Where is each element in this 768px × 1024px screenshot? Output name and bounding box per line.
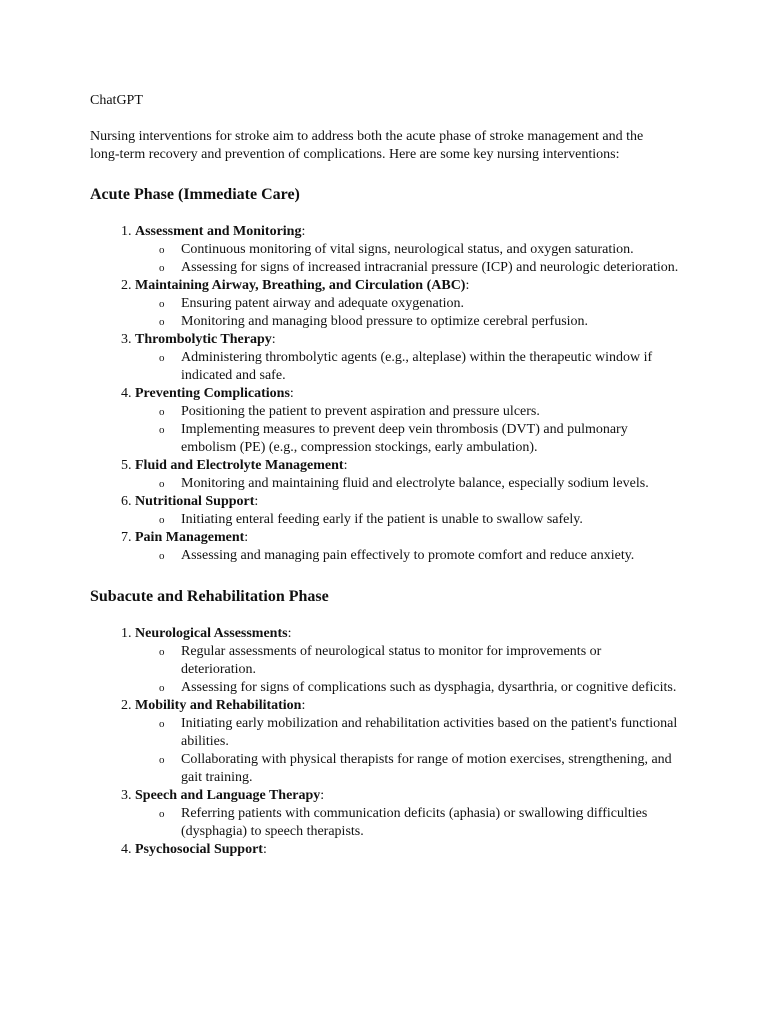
sub-point-list — [135, 295, 680, 331]
hollow-bullet-icon: o — [159, 682, 165, 694]
hollow-bullet-icon: o — [159, 298, 165, 310]
sub-point-list — [135, 547, 680, 565]
sub-point-text: Ensuring patent airway and adequate oxygenation. — [181, 296, 465, 311]
hollow-bullet-icon: o — [159, 352, 165, 364]
sub-point — [159, 349, 679, 385]
hollow-bullet-icon: o — [159, 406, 165, 418]
sub-point-text: Assessing for signs of increased intracranial pressure (ICP) and neurologic deterioration. — [181, 260, 679, 275]
title-colon: : — [301, 698, 306, 713]
hollow-bullet-icon: o — [159, 718, 165, 730]
title-colon: : — [289, 386, 294, 401]
sub-point-text: Referring patients with communication deficits (aphasia) or swallowing difficulties (dysphagia) to speech therapists. — [181, 806, 648, 839]
intervention-item — [135, 697, 680, 787]
section-heading: Subacute and Rehabilitation Phase — [90, 588, 329, 605]
sub-point-text: Administering thrombolytic agents (e.g., alteplase) within the therapeutic window if indicated and safe. — [181, 350, 653, 383]
sub-point — [159, 547, 679, 565]
intervention-title: Mobility and Rehabilitation — [135, 698, 302, 713]
sub-point — [159, 715, 679, 751]
sub-point — [159, 643, 679, 679]
sub-point-list — [135, 805, 680, 841]
sub-point — [159, 313, 679, 331]
hollow-bullet-icon: o — [159, 316, 165, 328]
sub-point — [159, 511, 679, 529]
intervention-item — [135, 457, 680, 493]
intervention-title: Psychosocial Support — [135, 842, 263, 857]
sub-point — [159, 805, 679, 841]
sub-point — [159, 679, 679, 697]
intervention-title: Assessment and Monitoring — [135, 224, 302, 239]
sub-point-text: Monitoring and managing blood pressure to optimize cerebral perfusion. — [181, 314, 589, 329]
hollow-bullet-icon: o — [159, 514, 165, 526]
intervention-list — [90, 223, 680, 565]
intro-paragraph: Nursing interventions for stroke aim to address both the acute phase of stroke management and the long-term recovery and prevention of complications. Here are some key nursing interventions: — [90, 129, 644, 162]
hollow-bullet-icon: o — [159, 478, 165, 490]
title-colon: : — [262, 842, 267, 857]
intervention-item — [135, 625, 680, 697]
title-colon: : — [343, 458, 348, 473]
sub-point-text: Assessing and managing pain effectively to promote comfort and reduce anxiety. — [181, 548, 635, 563]
title-colon: : — [465, 278, 470, 293]
sub-point — [159, 295, 679, 313]
sub-point-list — [135, 349, 680, 385]
title-colon: : — [287, 626, 292, 641]
sub-point — [159, 259, 679, 277]
sub-point-list — [135, 511, 680, 529]
sub-point — [159, 403, 679, 421]
hollow-bullet-icon: o — [159, 244, 165, 256]
title-colon: : — [320, 788, 325, 803]
sub-point-text: Continuous monitoring of vital signs, neurological status, and oxygen saturation. — [181, 242, 634, 257]
sub-point — [159, 421, 679, 457]
sub-point-text: Initiating enteral feeding early if the patient is unable to swallow safely. — [181, 512, 583, 527]
sub-point-list — [135, 643, 680, 697]
intervention-title: Maintaining Airway, Breathing, and Circulation (ABC) — [135, 278, 466, 293]
sub-point — [159, 241, 679, 259]
intervention-item — [135, 841, 680, 859]
sub-point-text: Implementing measures to prevent deep vein thrombosis (DVT) and pulmonary embolism (PE) (e.g., compression stockings, early ambulation). — [181, 422, 628, 455]
intervention-title: Speech and Language Therapy — [135, 788, 321, 803]
intervention-title: Thrombolytic Therapy — [135, 332, 272, 347]
hollow-bullet-icon: o — [159, 754, 165, 766]
sub-point-text: Monitoring and maintaining fluid and electrolyte balance, especially sodium levels. — [181, 476, 649, 491]
sub-point-text: Regular assessments of neurological status to monitor for improvements or deterioration. — [181, 644, 602, 677]
sub-point-text: Initiating early mobilization and rehabilitation activities based on the patient's functional abilities. — [181, 716, 678, 749]
intervention-title: Neurological Assessments — [135, 626, 288, 641]
title-colon: : — [271, 332, 276, 347]
intervention-item — [135, 385, 680, 457]
hollow-bullet-icon: o — [159, 646, 165, 658]
sub-point-text: Positioning the patient to prevent aspiration and pressure ulcers. — [181, 404, 540, 419]
intervention-item — [135, 331, 680, 385]
title-colon: : — [254, 494, 259, 509]
intervention-item — [135, 223, 680, 277]
sub-point-list — [135, 475, 680, 493]
intervention-item — [135, 277, 680, 331]
section-heading: Acute Phase (Immediate Care) — [90, 186, 300, 203]
intervention-title: Pain Management — [135, 530, 245, 545]
title-colon: : — [301, 224, 306, 239]
sections-container — [90, 185, 680, 859]
sub-point-list — [135, 403, 680, 457]
hollow-bullet-icon: o — [159, 808, 165, 820]
sub-point-list — [135, 715, 680, 787]
hollow-bullet-icon: o — [159, 550, 165, 562]
intervention-item — [135, 493, 680, 529]
intervention-title: Preventing Complications — [135, 386, 290, 401]
sub-point — [159, 751, 679, 787]
source-label: ChatGPT — [90, 93, 143, 108]
intervention-list — [90, 625, 680, 859]
sub-point-text: Collaborating with physical therapists for range of motion exercises, strengthening, and gait training. — [181, 752, 672, 785]
sub-point-text: Assessing for signs of complications such as dysphagia, dysarthria, or cognitive deficits. — [181, 680, 677, 695]
sub-point — [159, 475, 679, 493]
intervention-item — [135, 787, 680, 841]
intervention-title: Nutritional Support — [135, 494, 255, 509]
hollow-bullet-icon: o — [159, 262, 165, 274]
hollow-bullet-icon: o — [159, 424, 165, 436]
title-colon: : — [244, 530, 249, 545]
intervention-item — [135, 529, 680, 565]
intervention-title: Fluid and Electrolyte Management — [135, 458, 344, 473]
sub-point-list — [135, 241, 680, 277]
